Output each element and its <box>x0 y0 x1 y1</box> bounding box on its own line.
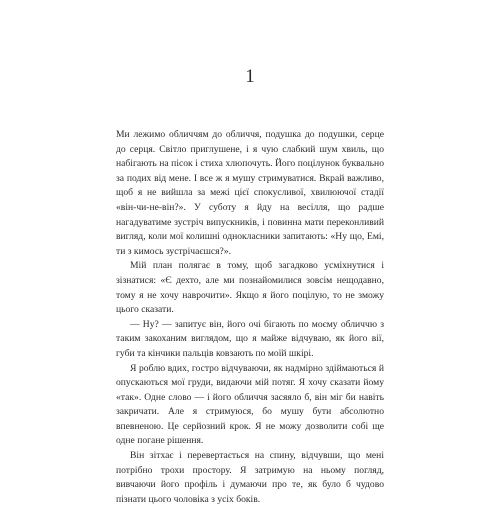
paragraph-5: Він зітхає і перевертається на спину, відчувши, що мені потрібно трохи простору. Я затримую на ньому погляд, вивчаючи його профіль і думаючи про те, як було б чудово пізнати цього чоловіка з усіх боків. <box>116 450 384 505</box>
paragraph-1: Ми лежимо обличчям до обличчя, подушка до подушки, серце до серця. Світло приглушене, і я чую слабкий шум хвиль, що набігають на пісок і стиха хлюпочуть. Його поцілунок буквально за подих від мене. І все ж я мушу стримуватися. Вкрай важливо, щоб я не вийшла за межі цієї спокусливої, хвилюючої стадії «він-чи-не-він?». У суботу я йду на весілля, що радше нагадуватиме зустріч випускників, і повинна мати переконливий вигляд, коли мої колишні однокласники запитають: «Ну що, Емі, ти з кимось зустрічаєшся?». <box>116 129 384 257</box>
paragraph-2: Мій план полягає в тому, щоб загадково усміхнутися і зізнатися: «Є дехто, але ми познайомилися зовсім нещодавно, тому я не хочу наврочити». Якщо я його поцілую, то не зможу цього сказати. <box>116 260 384 316</box>
paragraph-3: — Ну? — запитує він, його очі бігають по моєму обличчю з таким закоханим виглядом, що я майже відчуваю, як його вії, губи та кінчики пальців ковзають по моїй шкірі. <box>116 318 384 359</box>
chapter-number: 1 <box>245 66 255 87</box>
chapter-body <box>116 128 384 507</box>
paragraph-4: Я роблю вдих, гостро відчуваючи, як надмірно здіймаються й опускаються мої груди, видаючи мій потяг. Я хочу сказати йому «так». Одне слово — і його обличчя засяяло б, він міг би навіть закричати. Але я стримуюся, бо мушу бути абсолютно впевненою. Це серйозний крок. Я не можу дозволити собі ще одне погане рішення. <box>116 362 384 447</box>
